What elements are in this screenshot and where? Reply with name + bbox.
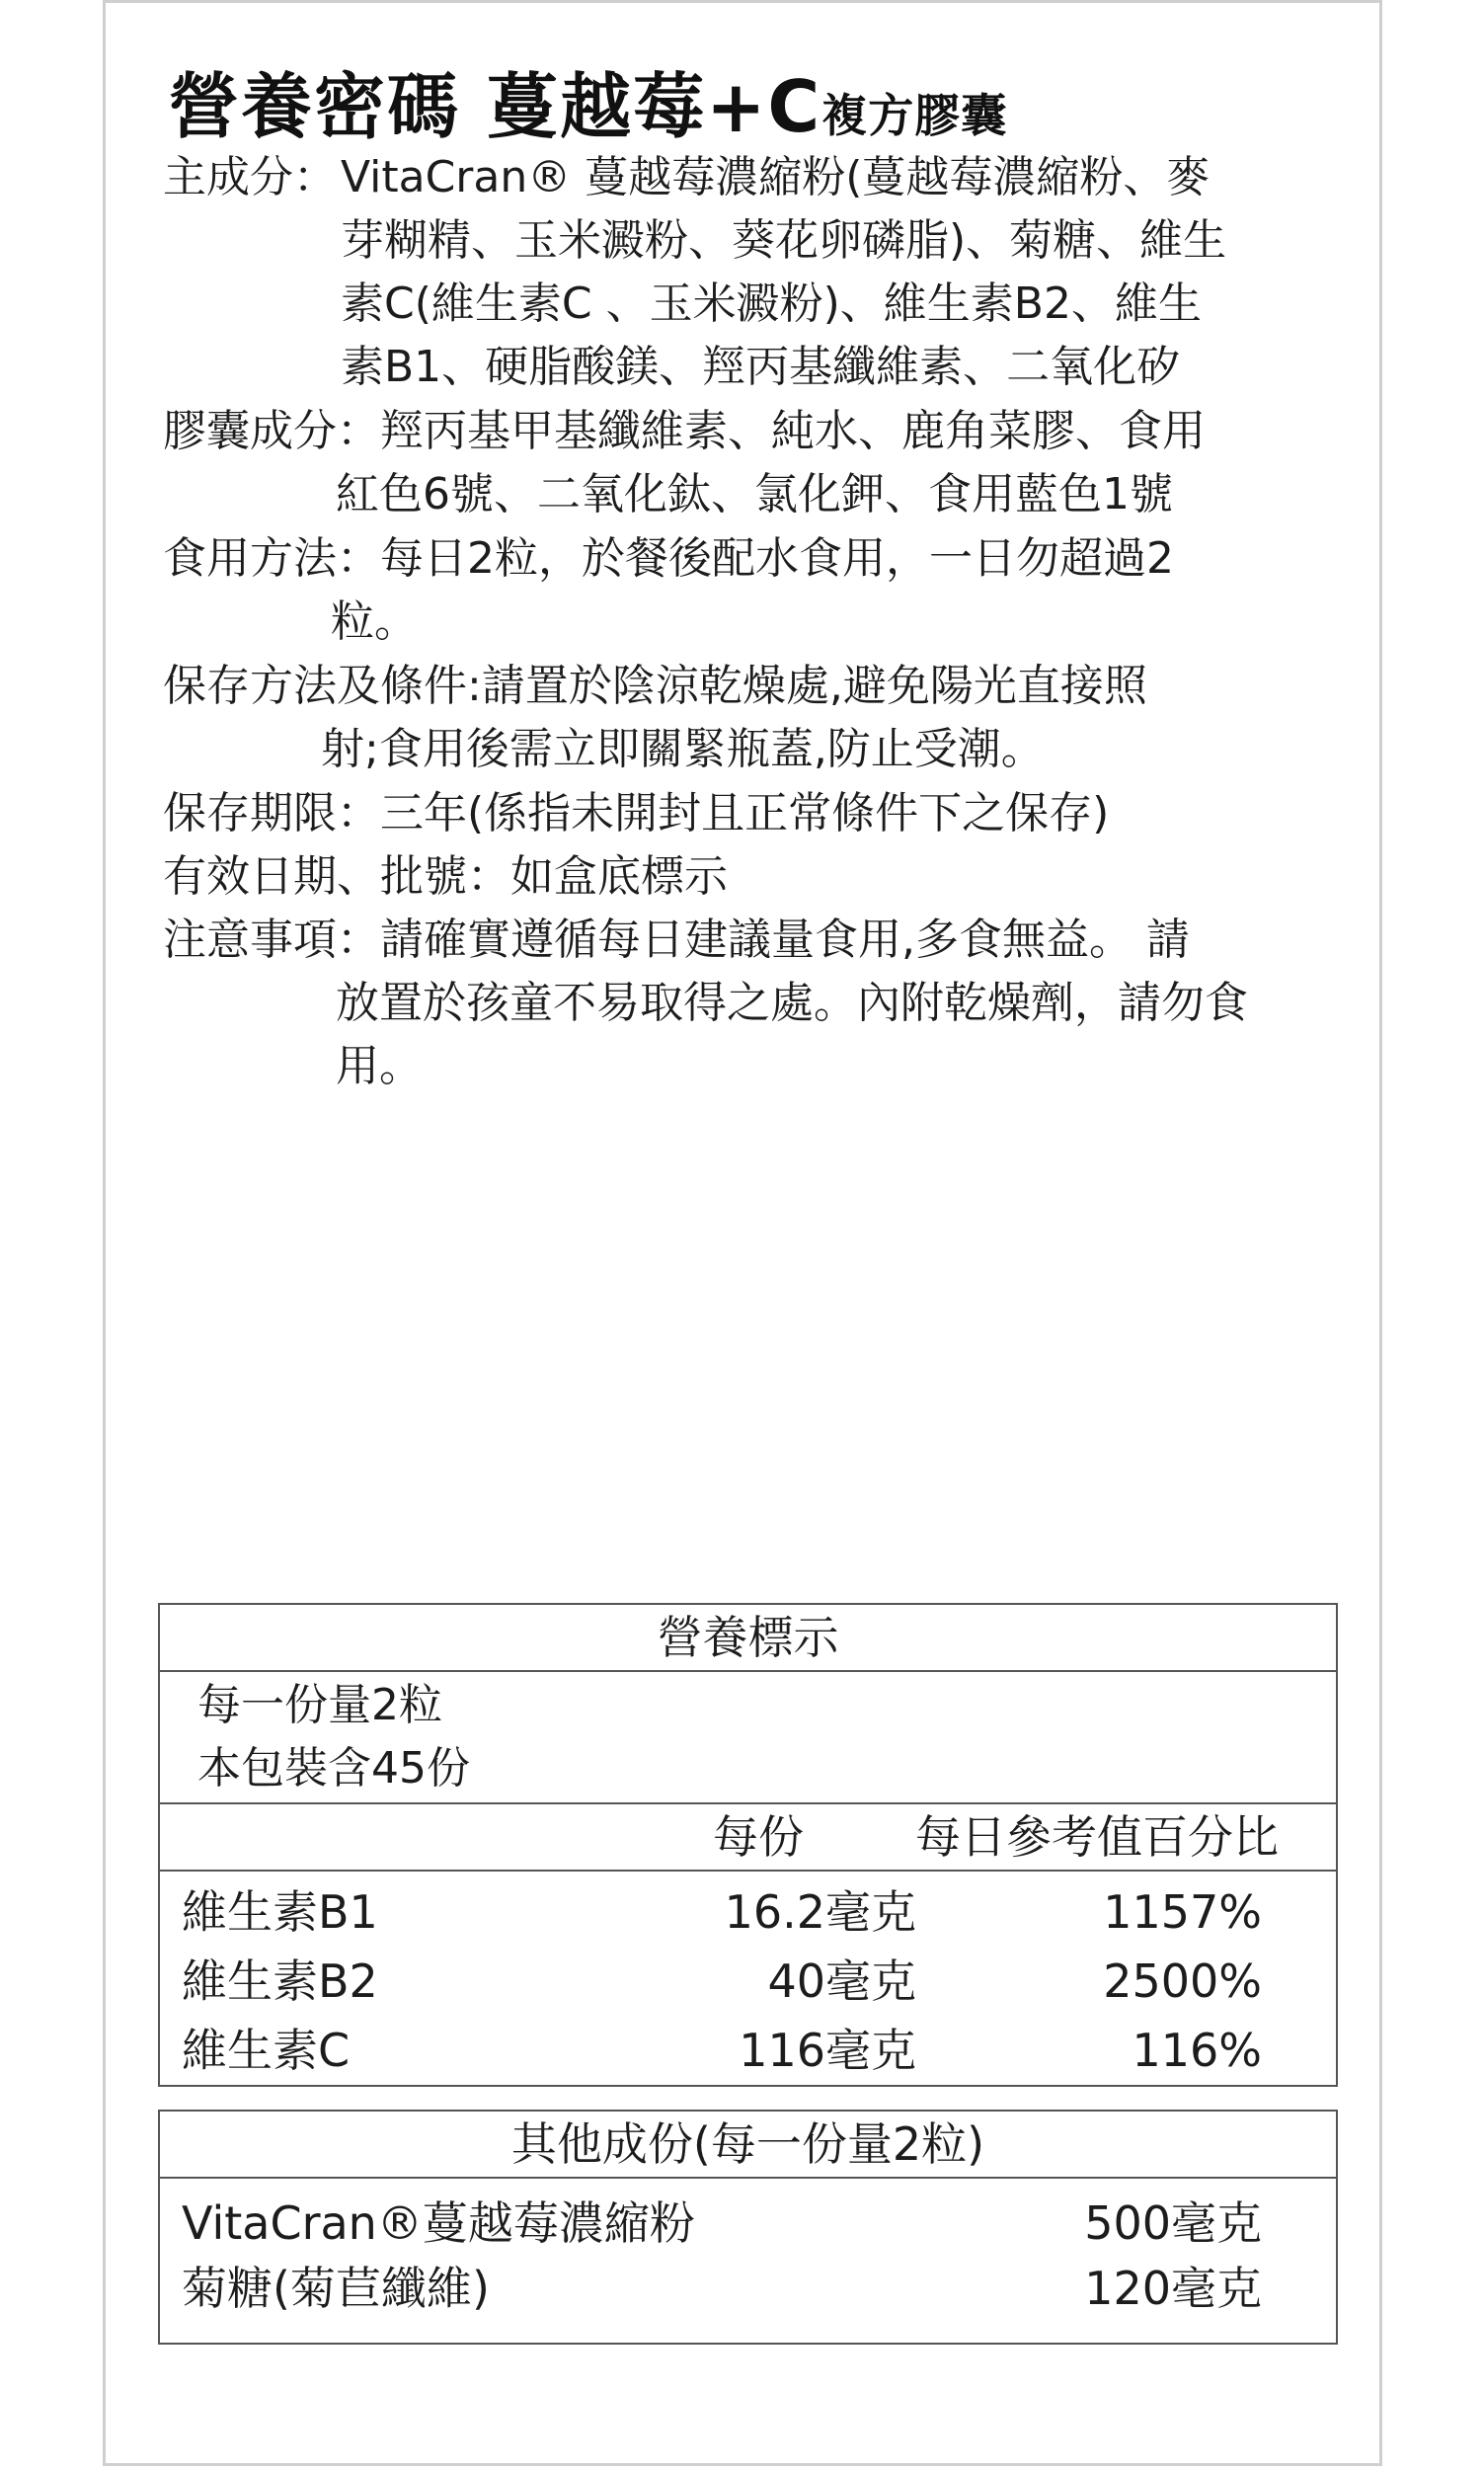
ingredients-line-3: 素C(維生素C 、玉米澱粉)、維生素B2、維生 [341, 279, 1202, 329]
capsule-line-2: 紅色6號、二氧化鈦、氯化鉀、食用藍色1號 [336, 469, 1173, 519]
serving-info [160, 1672, 1336, 1804]
nutrient-name: 維生素B1 [182, 1885, 378, 1939]
nutrition-table [158, 1603, 1338, 2087]
ingredients-section [163, 146, 1328, 399]
nutrient-name: 維生素C [182, 2024, 351, 2077]
other-ingredient-row [160, 2191, 1336, 2256]
product-title-main: 營養密碼 蔓越莓+C [168, 65, 822, 148]
other-ingredient-amount: 120毫克 [1084, 2262, 1262, 2315]
capsule-label: 膠囊成分： [163, 406, 380, 456]
nutrient-percent: 2500% [1103, 1954, 1262, 2008]
other-ingredient-row [160, 2256, 1336, 2321]
ingredients-label: 主成分： [163, 152, 337, 202]
col-per-serving: 每份 [713, 1810, 804, 1864]
caution-label: 注意事項： [163, 915, 380, 965]
nutrient-amount: 16.2毫克 [724, 1885, 916, 1939]
product-title-suffix: 複方膠囊 [821, 89, 1008, 142]
nutrient-amount: 40毫克 [767, 1954, 916, 2008]
ingredients-line-4: 素B1、硬脂酸鎂、羥丙基纖維素、二氧化矽 [341, 342, 1181, 392]
servings-per-pack: 本包裝含45份 [197, 1743, 470, 1794]
capsule-section [163, 400, 1328, 526]
storage-line-1: 請置於陰涼乾燥處,避免陽光直接照 [481, 661, 1147, 711]
expiry-label: 有效日期、批號： [163, 851, 510, 902]
other-ingredients-title: 其他成份(每一份量2粒) [160, 2112, 1336, 2179]
caution-section [163, 909, 1328, 1098]
nutrition-column-header [160, 1804, 1336, 1872]
serving-size: 每一份量2粒 [197, 1680, 442, 1730]
product-info [163, 146, 1328, 1099]
shelf-life-label: 保存期限： [163, 788, 380, 838]
shelf-life-text: 三年(係指未開封且正常條件下之保存) [380, 788, 1110, 838]
capsule-line-1: 羥丙基甲基纖維素、純水、鹿角菜膠、食用 [380, 406, 1206, 456]
nutrient-row [160, 1947, 1336, 2016]
expiry-text: 如盒底標示 [510, 851, 728, 902]
shelf-life-row [163, 782, 1328, 845]
nutrient-percent: 1157% [1103, 1885, 1262, 1939]
nutrient-name: 維生素B2 [182, 1954, 378, 2008]
other-ingredients-table [158, 2110, 1338, 2345]
storage-label: 保存方法及條件: [163, 661, 482, 711]
nutrient-amount: 116毫克 [739, 2024, 916, 2077]
storage-section [163, 655, 1328, 781]
usage-line-2: 粒。 [331, 597, 418, 647]
col-daily-value: 每日參考值百分比 [915, 1810, 1279, 1864]
product-title [168, 49, 1007, 152]
other-ingredient-name: 菊糖(菊苣纖維) [182, 2262, 490, 2315]
nutrition-title: 營養標示 [160, 1605, 1336, 1672]
caution-line-3: 用。 [336, 1041, 423, 1091]
usage-section [163, 527, 1328, 654]
caution-line-1: 請確實遵循每日建議量食用,多食無益。 請 [380, 915, 1190, 965]
usage-label: 食用方法： [163, 533, 380, 584]
storage-line-2: 射;食用後需立即關緊瓶蓋,防止受潮。 [321, 724, 1045, 774]
ingredients-line-2: 芽糊精、玉米澱粉、葵花卵磷脂)、菊糖、維生 [341, 215, 1227, 266]
other-ingredient-amount: 500毫克 [1084, 2196, 1262, 2250]
usage-line-1: 每日2粒，於餐後配水食用，一日勿超過2 [380, 533, 1174, 584]
caution-line-2: 放置於孩童不易取得之處。內附乾燥劑，請勿食 [336, 978, 1248, 1028]
expiry-row [163, 845, 1328, 909]
nutrient-percent: 116% [1132, 2024, 1262, 2077]
other-ingredient-name: VitaCran®蔓越莓濃縮粉 [182, 2196, 695, 2250]
nutrient-row [160, 1877, 1336, 1947]
nutrient-row [160, 2016, 1336, 2085]
ingredients-line-1: VitaCran® 蔓越莓濃縮粉(蔓越莓濃縮粉、麥 [341, 152, 1211, 202]
